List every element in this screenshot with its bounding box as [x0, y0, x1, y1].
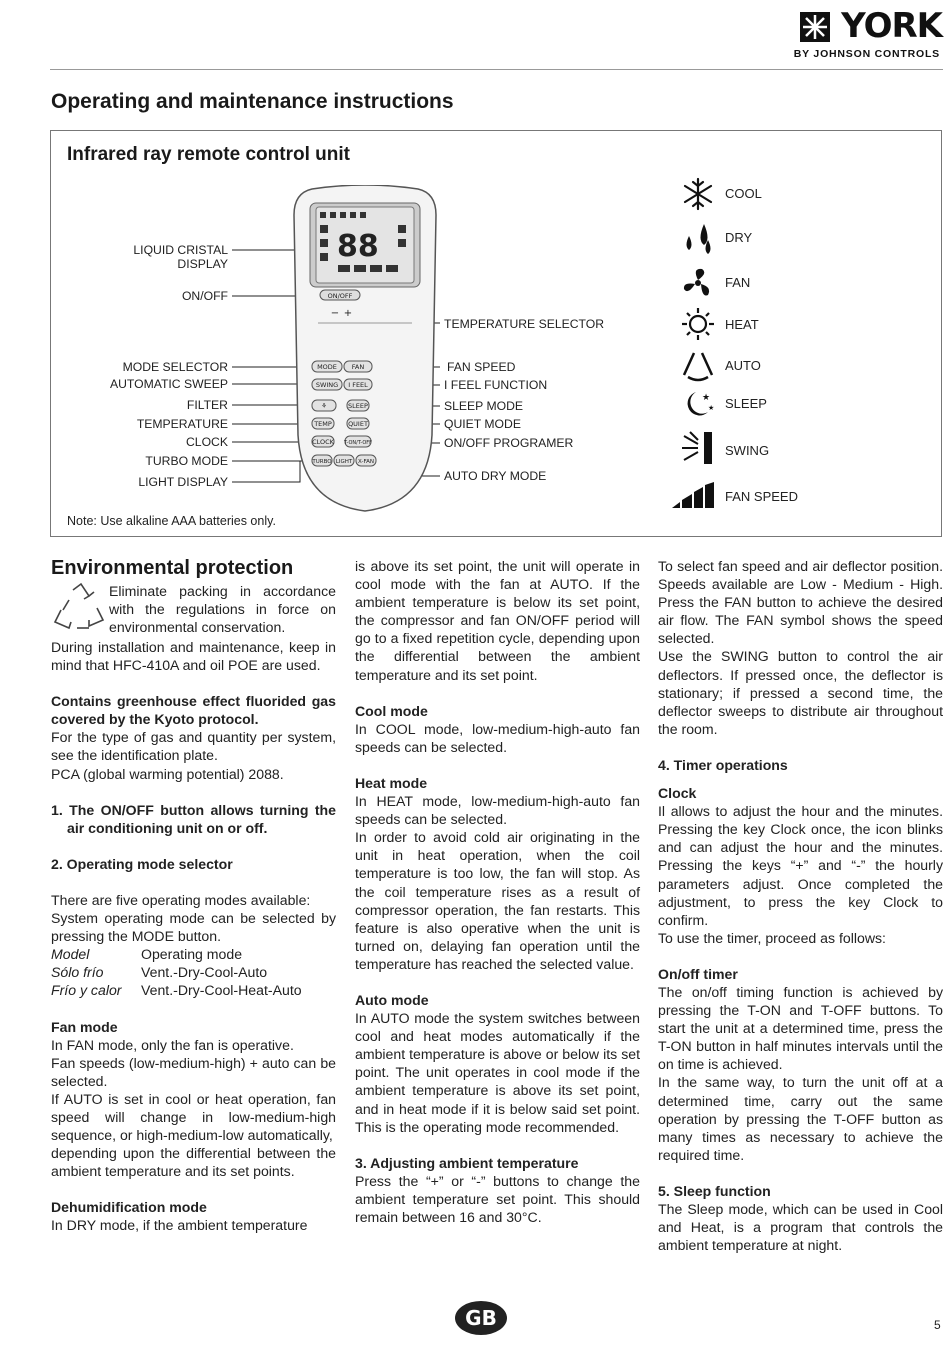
sleep-para: The Sleep mode, which can be used in Cool and Heat, is a program that controls the ambient temperature at night.: [658, 1201, 943, 1254]
language-badge: GB: [455, 1301, 507, 1335]
dry-droplets-icon: [680, 220, 716, 256]
fan-para-3: If AUTO is set in cool or heat operation, fan speed will change in low-medium-high sequence, or high-medium-low automatically,: [51, 1090, 336, 1144]
svg-text:−: −: [330, 308, 340, 319]
dehum-para: In DRY mode, if the ambient temperature: [51, 1217, 308, 1234]
mode-auto-label: AUTO: [725, 358, 761, 373]
leader-lines: [0, 0, 950, 540]
mode-swing-label: SWING: [725, 443, 770, 458]
clock-heading: Clock: [658, 785, 697, 802]
timer-heading: 4. Timer operations: [658, 756, 788, 773]
dry-continuation: is above its set point, the unit will operate in cool mode with the fan at AUTO. If the ambient temperature is below its set point, the compressor and fan ON/OFF period will go to a fixed repetition cycle, depending upon the differential between the ambient temperature and its set point.: [355, 558, 640, 683]
label-auto-dry-mode: AUTO DRY MODE: [444, 469, 547, 483]
label-light-display: LIGHT DISPLAY: [138, 475, 228, 489]
label-i-feel: I FEEL FUNCTION: [444, 378, 548, 392]
pca-para: PCA (global warming potential) 2088.: [51, 765, 284, 782]
btn-quiet: QUIET: [348, 420, 368, 428]
label-lcd-line2: DISPLAY: [177, 257, 228, 271]
mode-para-2: System operating mode can be selected by pressing the MODE button.: [51, 910, 336, 945]
auto-heading: Auto mode: [355, 991, 429, 1008]
fan-para-2: Fan speeds (low-medium-high) + auto can be selected.: [51, 1054, 336, 1089]
btn-mode: MODE: [317, 363, 337, 371]
swing-icon: [680, 430, 716, 466]
btn-light: LIGHT: [335, 459, 353, 465]
onoff-heading: 1. The ON/OFF button allows turning the air conditioning unit on or off.: [51, 801, 336, 836]
model-row-2: Frío y calor Vent.-Dry-Cool-Heat-Auto: [51, 982, 302, 999]
cool-snowflake-icon: [680, 176, 716, 212]
recycle-icon: [51, 580, 109, 638]
btn-xfan: X-FAN: [357, 459, 375, 465]
btn-turbo: TURBO: [312, 459, 332, 465]
label-filter: FILTER: [186, 398, 228, 412]
sleep-heading: 5. Sleep function: [658, 1182, 771, 1199]
mode-dry-label: DRY: [725, 230, 753, 245]
label-lcd-line1: LIQUID CRISTAL: [133, 243, 228, 257]
column-3: [658, 557, 943, 1254]
label-on-off-programer: ON/OFF PROGRAMER: [444, 436, 574, 450]
model-row-1: Sólo frío Vent.-Dry-Cool-Auto: [51, 964, 268, 981]
page-number: 5: [934, 1318, 941, 1332]
env-title: Environmental protection: [51, 557, 294, 579]
label-quiet-mode: QUIET MODE: [444, 417, 521, 431]
cool-para: In COOL mode, low-medium-high-auto fan speeds can be selected.: [355, 720, 640, 755]
mode-fan-label: FAN: [725, 275, 751, 290]
clock-para-2: To use the timer, proceed as follows:: [658, 929, 886, 946]
fan-mode-heading: Fan mode: [51, 1018, 118, 1035]
env-para-1: Eliminate packing in accordance with the regulations in force on environmental conservation.: [109, 583, 336, 636]
mode-heat-label: HEAT: [725, 317, 759, 332]
lcd-digits: 88: [337, 229, 379, 264]
fan-para-1: In FAN mode, only the fan is operative.: [51, 1036, 294, 1053]
label-turbo-mode: TURBO MODE: [145, 454, 228, 468]
env-block: [51, 580, 336, 638]
mode-sleep-label: SLEEP: [725, 396, 767, 411]
mode-cool-label: COOL: [725, 186, 762, 201]
btn-fan: FAN: [351, 363, 365, 371]
battery-note: Note: Use alkaline AAA batteries only.: [67, 514, 276, 528]
model-table-header: Model Operating mode: [51, 946, 243, 963]
remote-section-title: Infrared ray remote control unit: [67, 144, 350, 165]
column-2: [355, 557, 640, 1226]
heat-heading: Heat mode: [355, 774, 428, 791]
fan-icon: [680, 265, 716, 301]
mode-heading: 2. Operating mode selector: [51, 855, 233, 872]
onoff-timer-para-1: The on/off timing function is achieved by pressing the T-ON and T-OFF buttons. To start the unit at a determined time, press the T-ON button in half minutes intervals until the on time is achieved.: [658, 983, 943, 1073]
btn-sleep: SLEEP: [348, 402, 368, 410]
label-clock: CLOCK: [186, 435, 228, 449]
label-sleep-mode: SLEEP MODE: [444, 399, 524, 413]
heat-sun-icon: [680, 306, 716, 342]
label-temperature: TEMPERATURE: [136, 417, 228, 431]
btn-ifeel: I FEEL: [348, 381, 368, 389]
auto-icon: [680, 347, 716, 383]
remote-control-illustration: [290, 185, 440, 515]
adjust-temp-para: Press the “+” or “-” buttons to change the ambient temperature set point. This should remain between 16 and 30°C.: [355, 1172, 640, 1225]
btn-swing: SWING: [315, 381, 339, 389]
brand-name: YORK: [841, 6, 942, 46]
fan-para-4: depending upon the differential between the ambient temperature and its set points.: [51, 1145, 336, 1180]
btn-temp: TEMP: [314, 420, 332, 428]
onoff-timer-para-2: In the same way, to turn the unit off at a determined time, carry out the same operation by pressing the T-OFF button as many times as necessary to achieve the required time.: [658, 1074, 943, 1163]
column-1: [51, 556, 336, 1235]
svg-text:★: ★: [702, 392, 711, 402]
swing-para: Use the SWING button to control the air deflectors. If pressed once, the deflector is stationary; if pressed a second time, the deflector sweeps to distribute air throughout the room.: [658, 648, 943, 737]
fan-speed-bars-icon: [672, 482, 716, 508]
btn-ton-toff: T-ON/T-OFF: [343, 440, 373, 446]
btn-clock: CLOCK: [312, 438, 334, 446]
heat-para-2: In order to avoid cold air originating in the unit in heat operation, when the coil temperature is too low, the fan will stop. As the coil temperature rises as a result of compressor operation, the fan restarts. This feature is also operative when the unit is turned on, delaying fan operation until the temperature has reached the selected value.: [355, 829, 640, 972]
page-title: Operating and maintenance instructions: [51, 90, 454, 113]
svg-text:★: ★: [708, 405, 715, 412]
label-automatic-sweep: AUTOMATIC SWEEP: [109, 377, 228, 391]
svg-text:+: +: [343, 308, 353, 319]
fan-select-para: To select fan speed and air deflector position. Speeds available are Low - Medium - High. Press the FAN button to achieve the desired air flow. The FAN symbol shows the speed selected.: [658, 558, 943, 647]
label-mode-selector: MODE SELECTOR: [122, 360, 228, 374]
gas-para: For the type of gas and quantity per system, see the identification plate.: [51, 729, 336, 764]
mode-fan-speed-label: FAN SPEED: [725, 489, 798, 504]
clock-para-1: Il allows to adjust the hour and the minutes. Pressing the key Clock once, the icon blinks and can adjust the hour and the minutes. Pressing the keys “+” and “-” the hourly parameters adjust. Once completed the adjustment, to press the key Clock to confirm.: [658, 803, 943, 928]
env-para-2: During installation and maintenance, keep in mind that HFC-410A and oil POE are used.: [51, 639, 336, 674]
svg-text:⚘: ⚘: [321, 402, 327, 410]
heat-para-1: In HEAT mode, low-medium-high-auto fan speeds can be selected.: [355, 793, 640, 828]
label-temperature-selector: TEMPERATURE SELECTOR: [444, 317, 605, 331]
cool-heading: Cool mode: [355, 702, 428, 719]
btn-on-off: ON/OFF: [327, 292, 353, 300]
adjust-temp-heading: 3. Adjusting ambient temperature: [355, 1154, 579, 1171]
label-on-off: ON/OFF: [181, 289, 228, 303]
onoff-timer-heading: On/off timer: [658, 965, 738, 982]
mode-para-1: There are five operating modes available:: [51, 891, 311, 908]
brand-subtitle: BY JOHNSON CONTROLS: [793, 48, 940, 60]
label-fan-speed: FAN SPEED: [447, 360, 516, 374]
gas-bold: Contains greenhouse effect fluorided gas covered by the Kyoto protocol.: [51, 693, 336, 728]
sleep-moon-icon: [680, 386, 716, 422]
auto-para: In AUTO mode the system switches between cool and heat modes automatically if the ambient temperature is above or below its set point. The unit operates in cool mode if the ambient temperature is above its set point, and in heat mode if it is below said set point. This is the operating mode recommended.: [355, 1010, 640, 1135]
dehum-heading: Dehumidification mode: [51, 1199, 207, 1216]
